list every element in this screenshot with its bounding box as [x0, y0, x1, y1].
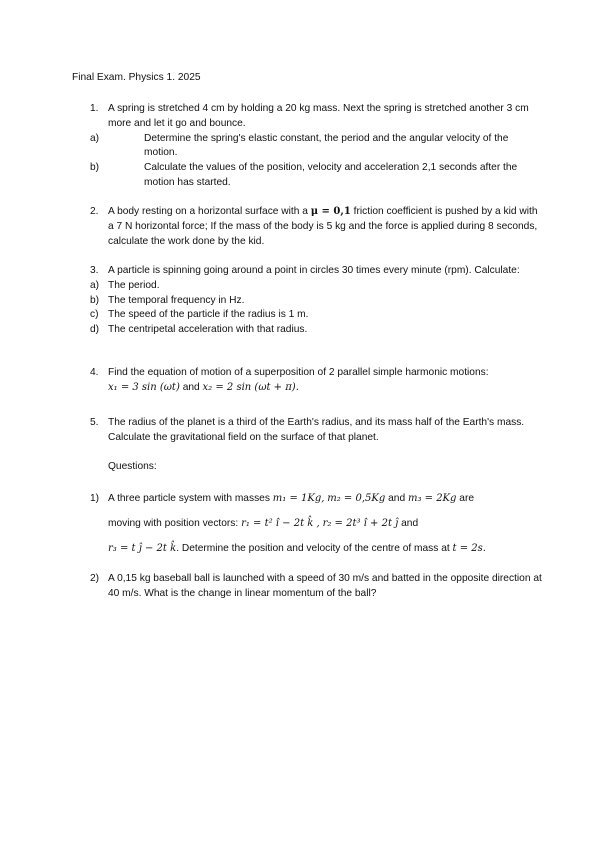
- part-text: The centripetal acceleration with that radius.: [108, 324, 308, 336]
- time-value: t = 2s.: [452, 543, 486, 554]
- part-text: The period.: [108, 279, 160, 291]
- friction-coefficient-formula: μ = 0,1: [310, 206, 351, 217]
- question-2: [72, 572, 542, 602]
- position-vector-r1: r₁ = t² î − 2t k̂ ,: [241, 518, 320, 529]
- position-vector-r3: r₃ = t ĵ − 2t k̂: [108, 543, 177, 554]
- problem-part: [72, 323, 542, 338]
- questions-heading: Questions:: [108, 461, 157, 472]
- problem-text: Find the equation of motion of a superposition of 2 parallel simple harmonic motions:: [108, 367, 489, 378]
- problem-number: 4.: [90, 367, 99, 378]
- text-segment: A body resting on a horizontal surface with a: [108, 206, 308, 217]
- part-text: The temporal frequency in Hz.: [108, 294, 245, 306]
- questions-section: [72, 460, 542, 475]
- exam-title: Final Exam. Physics 1. 2025: [72, 72, 201, 83]
- problem-number: 1.: [90, 103, 99, 114]
- equation-x2: x₂ = 2 sin (ωt + π).: [202, 381, 299, 393]
- part-text: Calculate the values of the position, velocity and acceleration 2,1 seconds after the motion has started.: [144, 162, 518, 188]
- part-label: a): [90, 132, 100, 144]
- problem-1: [72, 102, 542, 191]
- problem-part: [72, 279, 542, 294]
- problem-part: [72, 308, 542, 323]
- question-1: [72, 488, 542, 559]
- problem-part: [72, 132, 542, 162]
- problem-2: [72, 205, 542, 249]
- part-label: b): [90, 162, 100, 174]
- part-text: Determine the spring's elastic constant, the period and the angular velocity of the motion.: [144, 132, 509, 159]
- problem-4: [72, 366, 542, 396]
- problem-number: 5.: [90, 417, 99, 428]
- text-segment: and: [388, 493, 406, 504]
- text-segment: moving with position vectors:: [108, 518, 239, 529]
- question-number: 2): [90, 573, 100, 584]
- problem-text: A particle is spinning going around a point in circles 30 times every minute (rpm). Calculate:: [108, 265, 520, 276]
- problem-part: [72, 294, 542, 309]
- text-segment: and: [401, 518, 419, 529]
- mass-m2: m₂ = 0,5Kg: [327, 493, 386, 504]
- mass-m1: m₁ = 1Kg,: [272, 493, 325, 504]
- problem-number: 2.: [90, 206, 99, 217]
- problem-text: [108, 205, 542, 249]
- text-segment: friction coefficient is pushed by a kid with a 7 N horizontal force; If the mass of the body is 5 kg and the force is applied during 8 seconds, calculate the work done by the kid.: [108, 206, 538, 247]
- problem-part: [72, 161, 542, 191]
- question-text: [108, 488, 542, 559]
- text-segment: are: [459, 493, 475, 504]
- text-segment: . Determine the position and velocity of the centre of mass at: [176, 543, 450, 554]
- equations-line: [108, 381, 542, 396]
- equation-x1: x₁ = 3 sin (ωt): [108, 381, 180, 393]
- problem-text: A spring is stretched 4 cm by holding a 20 kg mass. Next the spring is stretched another 3 cm more and let it go and bounce.: [108, 103, 529, 129]
- part-label: a): [90, 279, 100, 291]
- text-segment: A three particle system with masses: [108, 493, 270, 504]
- problem-text: The radius of the planet is a third of the Earth's radius, and its mass half of the Earth's mass. Calculate the gravitational field on the surface of that planet.: [108, 417, 525, 443]
- part-label: d): [90, 324, 100, 336]
- problem-5: [72, 416, 542, 446]
- problem-3: [72, 264, 542, 338]
- part-label: c): [90, 309, 99, 321]
- question-number: 1): [90, 493, 100, 504]
- position-vector-r2: r₂ = 2t³ î + 2t ĵ: [322, 518, 399, 529]
- mass-m3: m₃ = 2Kg: [407, 493, 457, 504]
- part-text: The speed of the particle if the radius is 1 m.: [108, 309, 309, 321]
- part-label: b): [90, 294, 100, 306]
- text-segment: and: [182, 381, 200, 393]
- problem-number: 3.: [90, 265, 99, 276]
- question-text: A 0,15 kg baseball ball is launched with a speed of 30 m/s and batted in the opposite direction at 40 m/s. What is the change in linear momentum of the ball?: [108, 573, 542, 599]
